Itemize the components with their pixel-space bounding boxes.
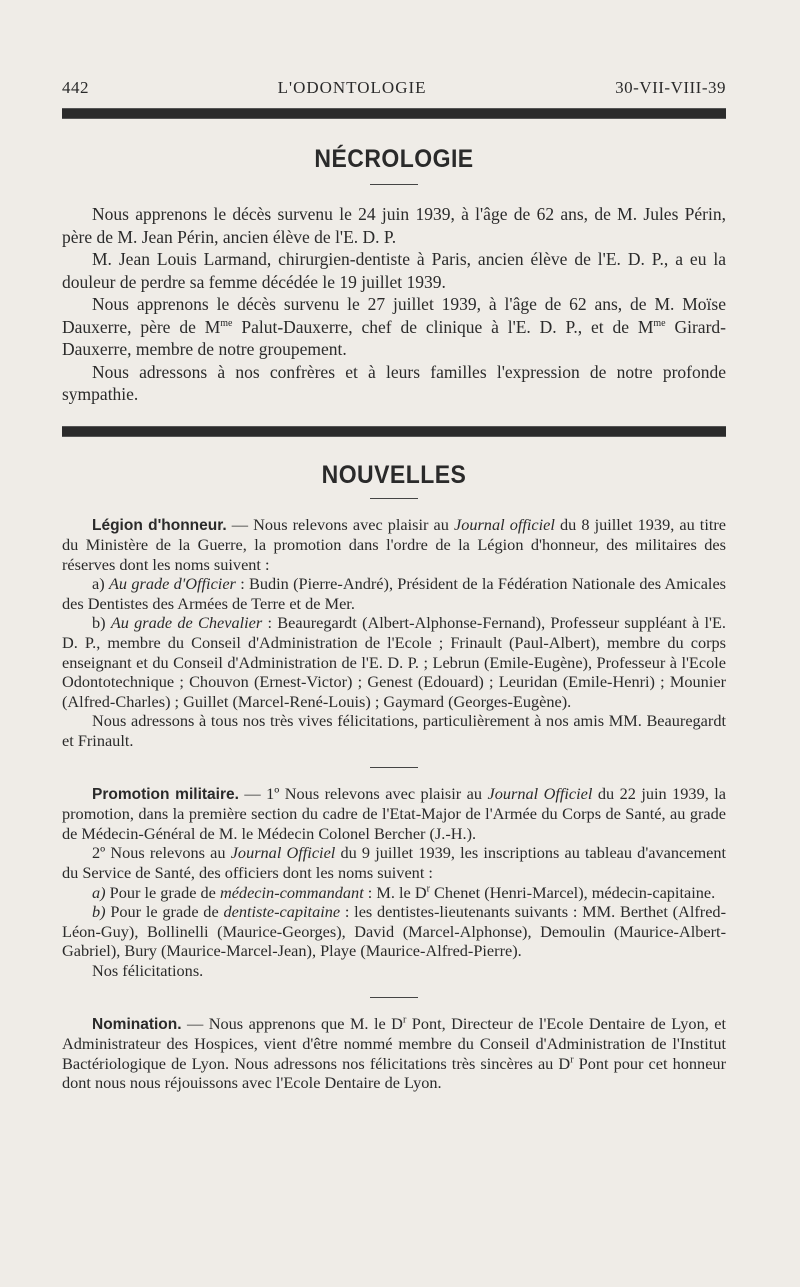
promotion-item-a: a) Pour le grade de médecin-commandant : M. le $D^r$ Chenet (Henri-Marcel), médecin-capitaine.	[92, 882, 716, 902]
necrologie-paragraph: Nous adressons à nos confrères et à leurs familles l'expression de notre profonde sympathie.	[62, 361, 726, 404]
nomination-paragraph: Nomination. — Nous apprenons que M. le $D^r$ Pont, Directeur de l'Ecole Dentaire de Lyon, et Administrateur des Hospices, vient d'être nommé membre du Conseil d'Administration de l'Institut Bactériologique de Lyon. Nous adressons nos félicitations très sincères au $D^r$ Pont pour cet honneur dont nous nous réjouissons avec l'Ecole Dentaire de Lyon.	[62, 1013, 726, 1093]
journal-title: L'ODONTOLOGIE	[277, 78, 427, 97]
document-page	[62, 78, 726, 1093]
promotion-heading: Promotion militaire.	[92, 785, 239, 803]
section-title-nouvelles: NOUVELLES	[321, 460, 467, 489]
title-rule	[370, 184, 418, 185]
legion-heading: Légion d'honneur.	[92, 516, 227, 534]
necrologie-paragraph: M. Jean Louis Larmand, chirurgien-dentiste à Paris, ancien élève de l'E. D. P., a eu la douleur de perdre sa femme décédée le 19 juillet 1939.	[62, 249, 726, 292]
legion-intro: Légion d'honneur. — Nous relevons avec plaisir au Journal officiel du 8 juillet 1939, au titre du Ministère de la Guerre, la promotion dans l'ordre de la Légion d'honneur, des militaires des réserves dont les noms suivent :	[62, 514, 727, 574]
section-rule	[370, 997, 418, 998]
promotion-p2: 2º Nous relevons au Journal Officiel du 9 juillet 1939, les inscriptions au tableau d'avancement du Service de Santé, des officiers dont les noms suivent :	[62, 843, 727, 882]
necrologie-body	[62, 203, 726, 406]
section-band	[62, 426, 726, 437]
nomination-heading: Nomination.	[92, 1015, 182, 1033]
page-number: 442	[62, 78, 89, 97]
nomination-section	[62, 1014, 726, 1093]
header-band	[62, 108, 726, 119]
running-header	[62, 78, 726, 102]
promotion-closing: Nos félicitations.	[92, 960, 204, 980]
issue-date: 30-VII-VIII-39	[615, 78, 726, 97]
necrologie-paragraph: Nous apprenons le décès survenu le 24 juin 1939, à l'âge de 62 ans, de M. Jules Périn, père de M. Jean Périn, ancien élève de l'E. D. P.	[62, 204, 726, 247]
promotion-p1: Promotion militaire. — 1º Nous relevons avec plaisir au Journal Officiel du 22 juin 1939, la promotion, dans la première section du cadre de l'Etat-Major de l'Armée du Corps de Santé, au grade de Médecin-Général de M. le Médecin Colonel Bercher (J.-H.).	[62, 783, 726, 843]
legion-closing: Nous adressons à tous nos très vives félicitations, particulièrement à nos amis MM. Beauregardt et Frinault.	[62, 711, 726, 751]
legion-item-a: a) Au grade d'Officier : Budin (Pierre-André), Président de la Fédération Nationale des Amicales des Dentistes des Armées de Terre et de Mer.	[62, 574, 727, 613]
section-rule	[370, 767, 418, 768]
title-rule	[370, 498, 418, 499]
promotion-item-b: b) Pour le grade de dentiste-capitaine : les dentistes-lieutenants suivants : MM. Berthet (Alfred-Léon-Guy), Bollinelli (Maurice-Georges), David (Marcel-Alphonse), Demoulin (Maurice-Albert-Gabriel), Bury (Maurice-Marcel-Jean), Playe (Maurice-Alfred-Pierre).	[62, 902, 726, 961]
necrologie-paragraph: Nous apprenons le décès survenu le 27 juillet 1939, à l'âge de 62 ans, de M. Moïse Dauxerre, père de $M^{me}$ Palut-Dauxerre, chef de clinique à l'E. D. P., et de $M^{me}$ Girard-Dauxerre, membre de notre groupement.	[62, 294, 726, 359]
promotion-section	[62, 784, 726, 981]
legion-section	[62, 515, 726, 751]
legion-item-b: b) Au grade de Chevalier : Beauregardt (Albert-Alphonse-Fernand), Professeur suppléant à l'E. D. P., membre du Conseil d'Administration de l'Ecole ; Frinault (Paul-Albert), membre du corps enseignant et du Conseil d'Administration de l'E. D. P. ; Lebrun (Emile-Eugène), Professeur à l'Ecole Odontotechnique ; Chouvon (Ernest-Victor) ; Genest (Edouard) ; Leuridan (Emile-Henri) ; Mounier (Alfred-Charles) ; Guillet (Marcel-René-Louis) ; Gaymard (Georges-Eugène).	[62, 613, 726, 711]
section-title-necrologie: NÉCROLOGIE	[314, 145, 474, 173]
